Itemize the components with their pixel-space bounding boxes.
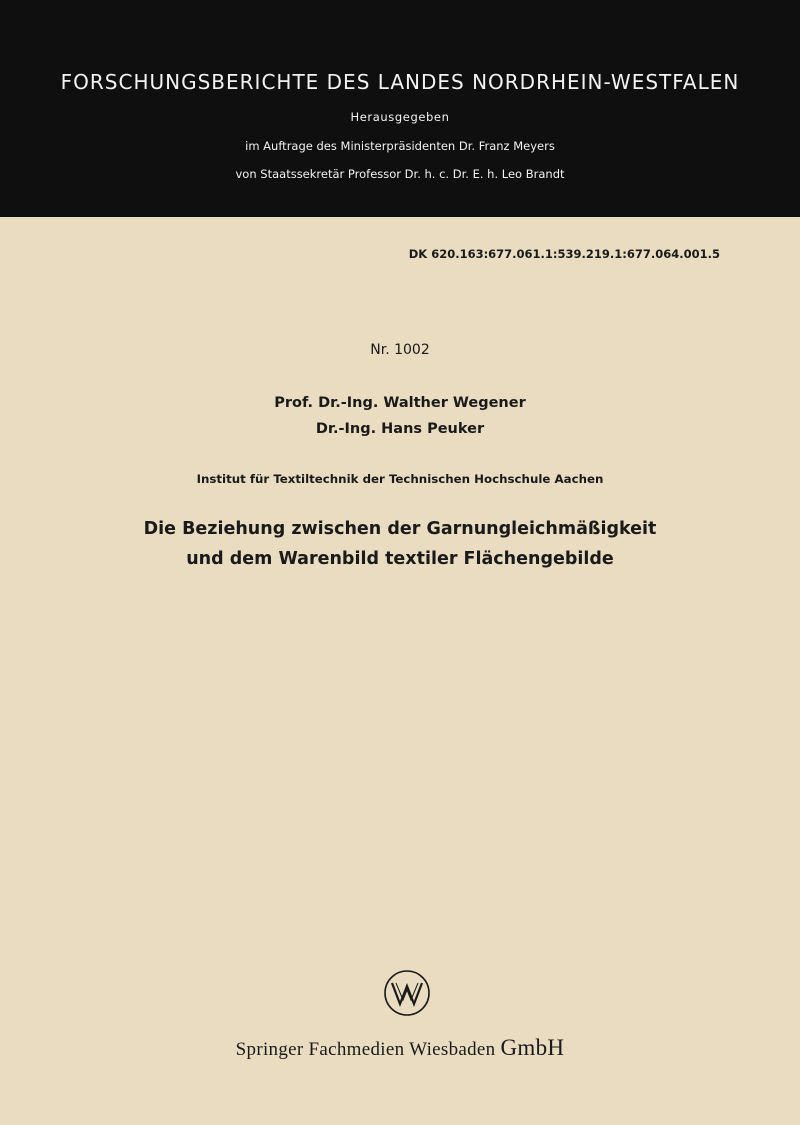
westdeutscher-verlag-w-logo-icon	[383, 969, 431, 1017]
editor-line-2: von Staatssekretär Professor Dr. h. c. Dr. E. h. Leo Brandt	[235, 167, 565, 181]
author-2: Dr.-Ing. Hans Peuker	[315, 421, 485, 437]
report-number: Nr. 1002	[370, 342, 430, 358]
title-line-2: und dem Warenbild textiler Flächengebilde	[186, 549, 614, 569]
publisher-suffix: GmbH	[500, 1035, 565, 1060]
publisher-line	[0, 1035, 800, 1061]
institute: Institut für Textiltechnik der Technischen Hochschule Aachen	[196, 472, 604, 486]
publisher-name: Springer Fachmedien Wiesbaden	[235, 1039, 496, 1060]
series-title: FORSCHUNGSBERICHTE DES LANDES NORDRHEIN-WESTFALEN	[60, 70, 740, 94]
classification-code: DK 620.163:677.061.1:539.219.1:677.064.001.5	[408, 247, 720, 261]
editor-line-1: im Auftrage des Ministerpräsidenten Dr. Franz Meyers	[245, 139, 555, 153]
herausgegeben-label: Herausgegeben	[350, 110, 450, 124]
header-band	[0, 0, 800, 217]
author-1: Prof. Dr.-Ing. Walther Wegener	[274, 395, 526, 411]
title-line-1: Die Beziehung zwischen der Garnungleichmäßigkeit	[143, 519, 657, 539]
